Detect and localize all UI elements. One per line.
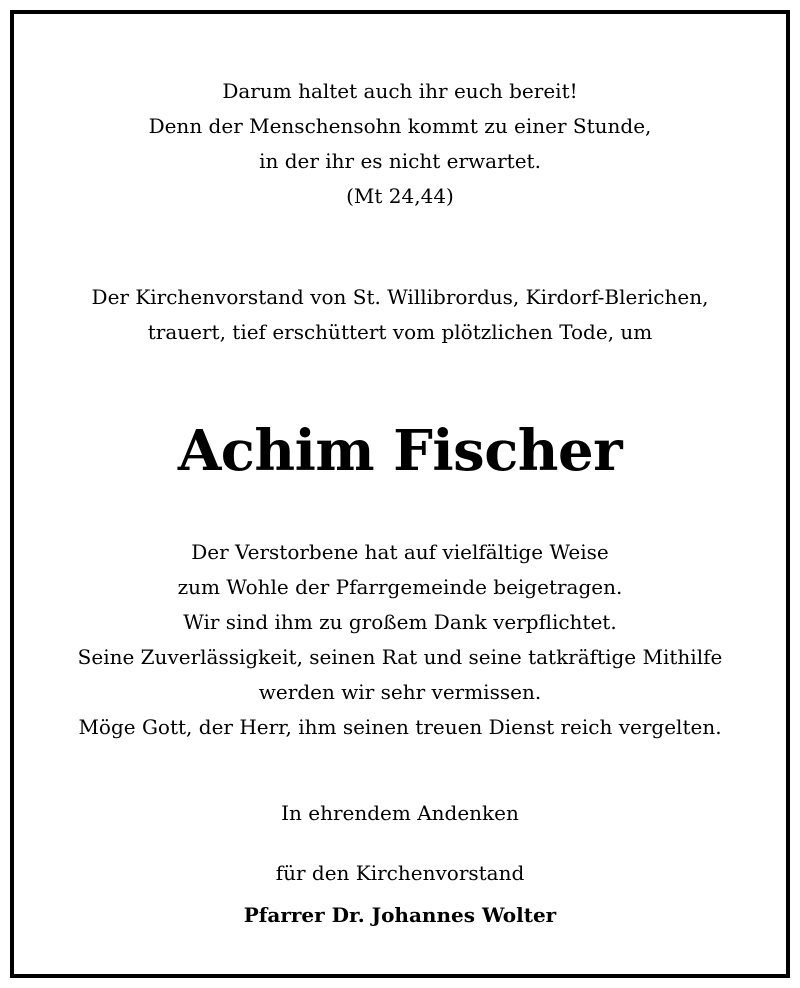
intro-line: Der Kirchenvorstand von St. Willibrordus, Kirdorf-Blerichen, (91, 285, 709, 309)
verse-line: Darum haltet auch ihr euch bereit! (222, 79, 578, 103)
tribute-line: Wir sind ihm zu großem Dank verpflichtet. (183, 610, 617, 634)
memorial-phrase: In ehrendem Andenken (281, 801, 519, 825)
intro-line: trauert, tief erschüttert vom plötzlichen Tode, um (147, 320, 653, 344)
verse-line: Denn der Menschensohn kommt zu einer Stunde, (148, 114, 652, 138)
verse-line: in der ihr es nicht erwartet. (259, 149, 541, 173)
tribute-line: werden wir sehr vermissen. (258, 680, 542, 704)
tribute-line: Möge Gott, der Herr, ihm seinen treuen Dienst reich vergelten. (78, 715, 722, 739)
deceased-name: Achim Fischer (177, 418, 623, 484)
tribute-line: zum Wohle der Pfarrgemeinde beigetragen. (177, 575, 623, 599)
bible-verse (14, 74, 786, 214)
signer-name: Pfarrer Dr. Johannes Wolter (243, 903, 557, 927)
tribute-text (14, 535, 786, 745)
obituary-frame (10, 10, 790, 978)
tribute-line: Der Verstorbene hat auf vielfältige Weise (191, 540, 609, 564)
verse-reference: (Mt 24,44) (346, 184, 454, 208)
mourning-intro (14, 280, 786, 350)
tribute-line: Seine Zuverlässigkeit, seinen Rat und seine tatkräftige Mithilfe (77, 645, 723, 669)
on-behalf-line: für den Kirchenvorstand (275, 861, 525, 885)
